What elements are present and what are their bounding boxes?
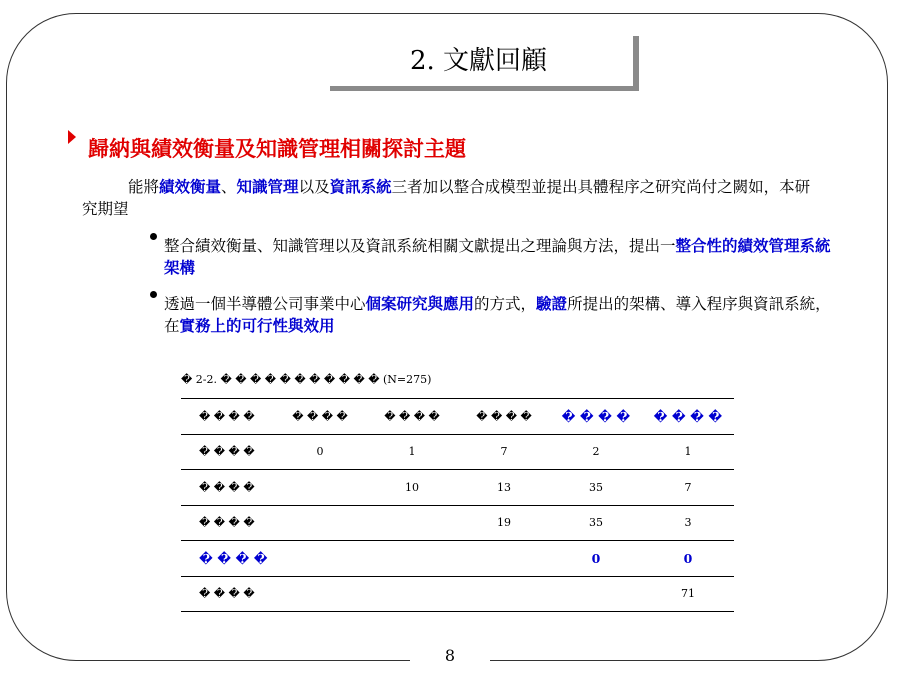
table-cell	[274, 576, 366, 612]
table-cell: 0	[642, 541, 734, 577]
section-heading: 歸納與績效衡量及知識管理相關探討主題	[88, 136, 466, 161]
table-cell	[274, 505, 366, 541]
table-cell: 10	[366, 470, 458, 506]
table-cell	[458, 576, 550, 612]
bullet-emphasis: 個案研究與應用	[365, 294, 475, 313]
table-cell	[274, 470, 366, 506]
bullet-item-1	[164, 235, 834, 279]
table-cell: 35	[550, 470, 642, 506]
table-cell: 0	[550, 541, 642, 577]
paragraph-emphasis: 知識管理	[236, 177, 299, 196]
paragraph-text: 、	[221, 178, 237, 196]
paragraph-emphasis: 績效衡量	[159, 177, 222, 196]
table-row	[181, 576, 734, 612]
table-cell	[366, 505, 458, 541]
table-cell: � � � �	[642, 399, 734, 435]
table-cell: 7	[642, 470, 734, 506]
bullet-dot-1	[150, 233, 157, 240]
slide-title: 2. 文獻回顧	[324, 31, 633, 86]
bullet-text: 透過一個半導體公司事業中心	[164, 295, 366, 313]
table-caption: � 2-2. � � � � � � � � � � � (N=275)	[181, 373, 432, 386]
table-cell: 0	[274, 434, 366, 470]
bullet-emphasis: 實務上的可行性與效用	[179, 316, 335, 335]
table-cell	[458, 541, 550, 577]
table-cell: � � � �	[366, 399, 458, 435]
table-cell: 2	[550, 434, 642, 470]
table-cell: 71	[642, 576, 734, 612]
table-cell: 1	[642, 434, 734, 470]
table-row-label: � � � �	[181, 434, 274, 470]
bullet-text: 的方式，	[474, 295, 537, 313]
table-cell	[366, 576, 458, 612]
table-row	[181, 434, 734, 470]
paragraph-text: 能將	[128, 178, 160, 196]
heading-arrow-icon	[68, 130, 76, 144]
bullet-text: 整合績效衡量、知識管理以及資訊系統相關文獻提出之理論與方法，提出一	[164, 237, 676, 255]
table-row-label: � � � �	[181, 576, 274, 612]
table-header-row	[181, 399, 734, 435]
bullet-text: 所提出的架構、導入程序與資訊系統，在	[164, 295, 831, 335]
table-cell: 1	[366, 434, 458, 470]
table-cell: 13	[458, 470, 550, 506]
table-cell: 7	[458, 434, 550, 470]
table-cell: 19	[458, 505, 550, 541]
table-row-label: � � � �	[181, 399, 274, 435]
page-number: 8	[444, 646, 456, 665]
bullet-dot-2	[150, 291, 157, 298]
table-cell	[550, 576, 642, 612]
table-cell: � � � �	[274, 399, 366, 435]
bullet-emphasis: 整合性的績效管理系統架構	[164, 236, 831, 277]
table-cell: 3	[642, 505, 734, 541]
paragraph-text: 以及	[298, 178, 330, 196]
table-row-label: � � � �	[181, 541, 274, 577]
paragraph-emphasis: 資訊系統	[329, 177, 392, 196]
bullet-item-2	[164, 293, 834, 337]
paragraph-text: 三者加以整合成模型並提出具體程序之研究尚付之闕如，本研究期望	[82, 178, 811, 218]
table-cell: 35	[550, 505, 642, 541]
table-row-label: � � � �	[181, 470, 274, 506]
table-cell	[366, 541, 458, 577]
data-table	[181, 398, 734, 612]
table-cell	[274, 541, 366, 577]
bullet-emphasis: 驗證	[536, 294, 568, 313]
table-cell: � � � �	[458, 399, 550, 435]
table-row	[181, 541, 734, 577]
table-row	[181, 505, 734, 541]
table-row-label: � � � �	[181, 505, 274, 541]
table-cell: � � � �	[550, 399, 642, 435]
intro-paragraph	[82, 176, 824, 220]
table-row	[181, 470, 734, 506]
